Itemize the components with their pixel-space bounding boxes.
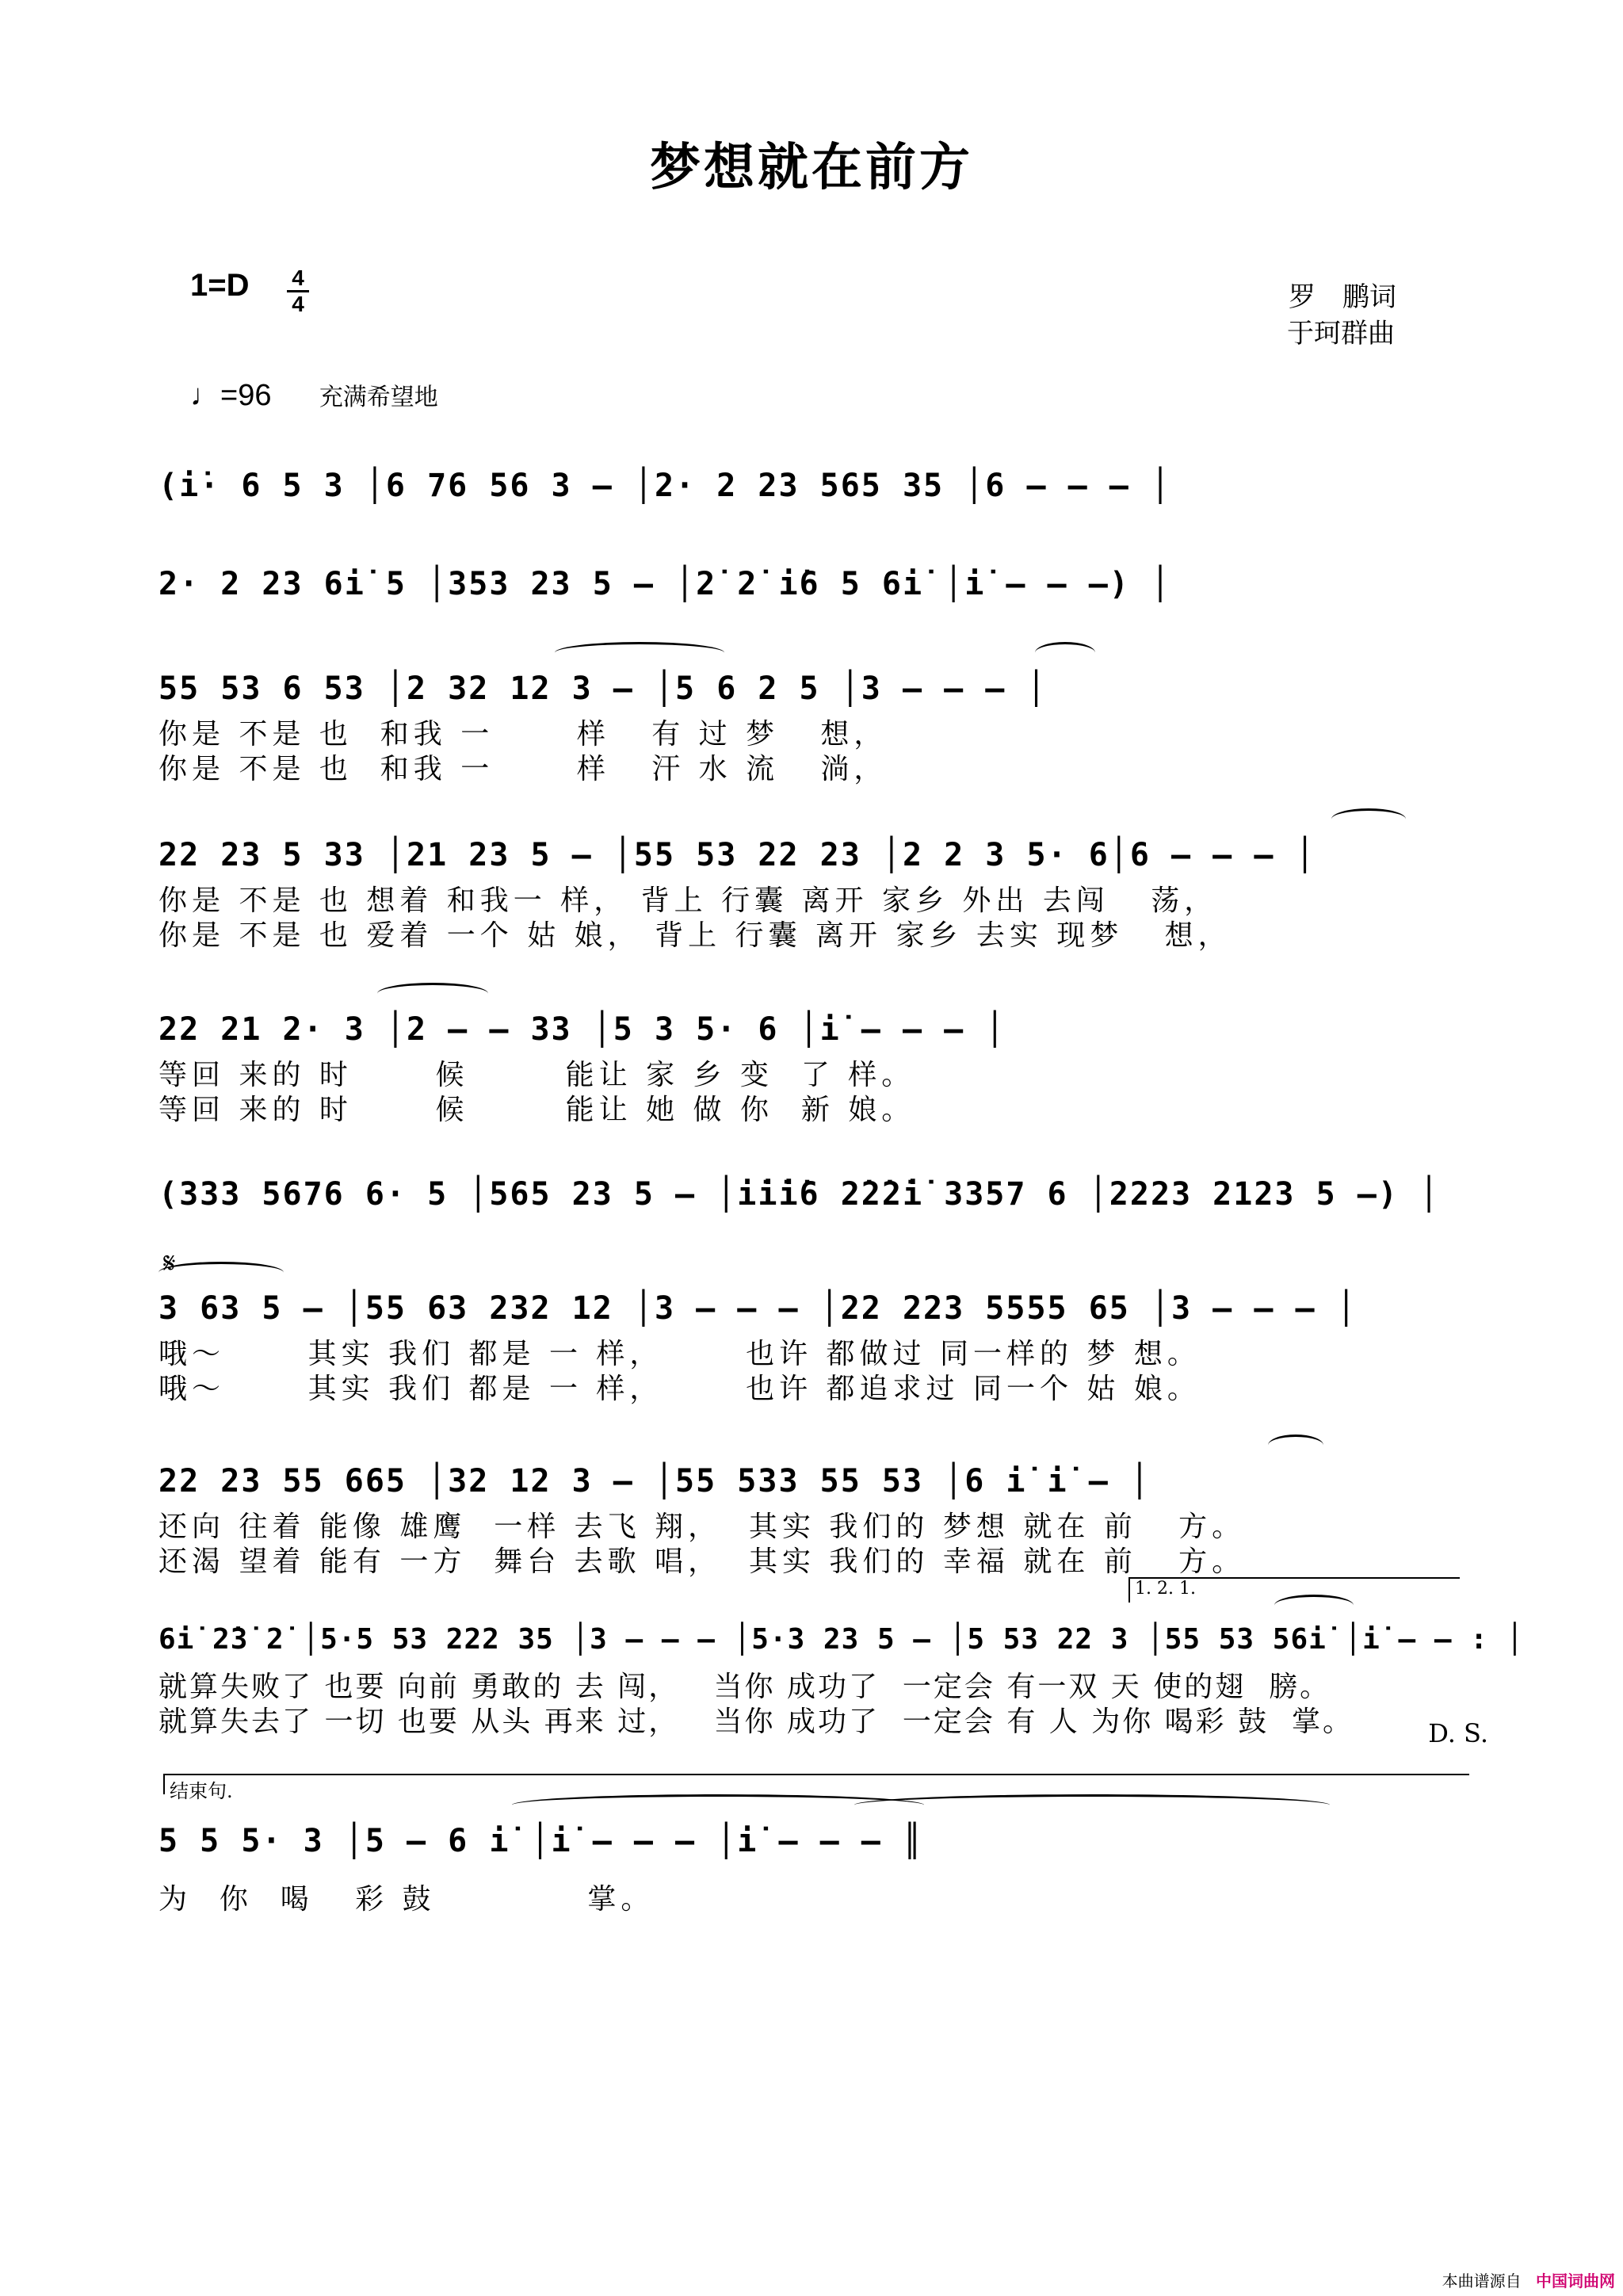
slur [854,1794,1330,1816]
notation-line: 3 63 5 – │55 63 232 12 │3 – – – │22 223 5555 65 │3 – – – │ [158,1290,1358,1327]
lyrics-verse-2: 你是 不是 也 和我 一 样 汗 水 流 淌， [158,753,888,785]
slur [377,983,488,1004]
footer-credit [1442,2268,1615,2291]
lyrics-verse-2: 你是 不是 也 爱着 一个 姑 娘， 背上 行囊 离开 家乡 去实 现梦 想， [158,919,1232,952]
notation-line: (333 5676 6· 5 │565 23 5 – │i̇i̇i̇6 2̇2̇2̇i̇ 3357 6 │2223 2123 5 –) │ [158,1176,1441,1213]
tempo-value: ♩=96 [190,379,272,412]
slur [555,642,724,663]
notation-line: 22 23 55 665 │32 12 3 – │55 533 55 53 │6 i̇ i̇ – │ [158,1463,1151,1499]
lyrics-verse-2: 哦～ 其实 我们 都是 一 样， 也许 都追求过 同一个 姑 娘。 [158,1373,1201,1405]
lyrics-verse-2: 等回 来的 时 候 能让 她 做 你 新 娘。 [158,1094,915,1126]
lyrics-verse-1: 哦～ 其实 我们 都是 一 样， 也许 都做过 同一样的 梦 想。 [158,1338,1201,1370]
notation-line: (i̇· 6 5 3 │6 76 56 3 – │2· 2 23 565 35 │6 – – – │ [158,468,1172,504]
slur [1268,1435,1323,1456]
lyrics-verse-1: 就算失败了 也要 向前 勇敢的 去 闯， 当你 成功了 一定会 有一双 天 使的翅 膀。 [158,1671,1331,1703]
key-signature: 1=D [190,268,250,303]
footer-brand[interactable]: 中国词曲网 [1536,2271,1615,2290]
notation-line: 22 21 2· 3 │2 – – 33 │5 3 5· 6 │i̇ – – – │ [158,1011,1006,1048]
slur [1331,808,1406,830]
notation-line: 2· 2 23 6i̇ 5 │353 23 5 – │2̇ 2̇ i̇6 5 6i̇ │i̇ – – –) │ [158,566,1172,602]
slur [158,1262,284,1283]
notation-line: 5 5 5· 3 │5 – 6 i̇ │i̇ – – – │i̇ – – – ║ [158,1823,924,1859]
song-title: 梦想就在前方 [650,139,973,197]
tempo-marking [190,377,438,413]
slur [1274,1595,1354,1616]
volta-bracket: 1. 2. 1. [1128,1577,1460,1603]
lyrics-verse-1: 还向 往着 能像 雄鹰 一样 去飞 翔， 其实 我们的 梦想 就在 前 方。 [158,1511,1246,1543]
time-signature [285,266,311,316]
lyrics-verse-2: 就算失去了 一切 也要 从头 再来 过， 当你 成功了 一定会 有 人 为你 喝彩 鼓 掌。 [158,1706,1354,1738]
lyrics-verse-1: 等回 来的 时 候 能让 家 乡 变 了 样。 [158,1059,915,1091]
dal-segno-marking: D. S. [1428,1718,1488,1748]
notation-line: 6i̇ 2̇3̇ 2̇ │5·5 53 222 35 │3 – – – │5·3 23 5 – │5 53 22 3 │55 53 56i̇ │i̇ – – : │ [158,1623,1525,1656]
lyrics-verse-1: 你是 不是 也 和我 一 样 有 过 梦 想， [158,718,888,751]
meter-bottom: 4 [292,292,304,316]
slur [1035,642,1095,663]
expression-marking: 充满希望地 [319,384,438,411]
lyrics-verse-1: 你是 不是 也 想着 和我一 样， 背上 行囊 离开 家乡 外出 去闯 荡， [158,884,1218,917]
credits [1289,279,1396,352]
footer-source: 本曲谱源自 [1442,2271,1522,2290]
ending-bracket: 结束句. [163,1774,1469,1794]
notation-line: 55 53 6 53 │2 32 12 3 – │5 6 2 5 │3 – – – │ [158,670,1048,707]
notation-line: 22 23 5 33 │21 23 5 – │55 53 22 23 │2 2 3 5· 6│6 – – – │ [158,837,1316,873]
segno-sign: 𝄋 [163,1247,176,1280]
lyricist: 罗 鹏词 [1289,281,1396,313]
lyrics-verse-2: 还渴 望着 能有 一方 舞台 去歌 唱， 其实 我们的 幸福 就在 前 方。 [158,1545,1246,1578]
lyrics-verse-1: 为 你 喝 彩 鼓 掌。 [158,1883,655,1916]
meter-top: 4 [292,266,304,290]
composer: 于珂群曲 [1287,318,1395,350]
